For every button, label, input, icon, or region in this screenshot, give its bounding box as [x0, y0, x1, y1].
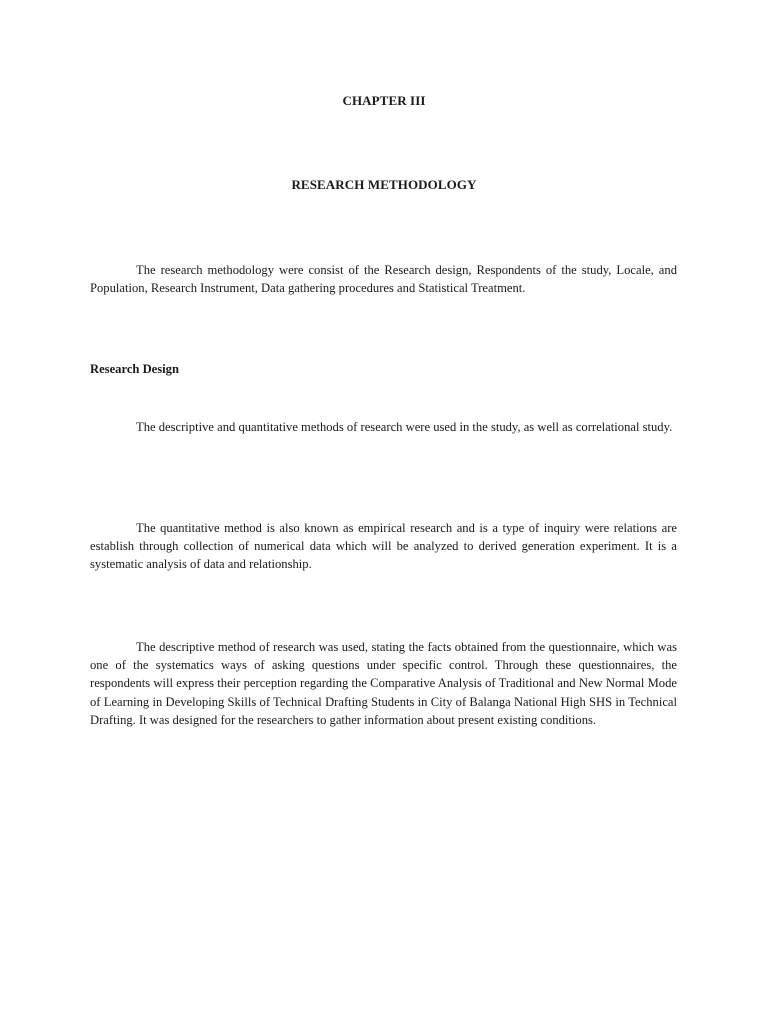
design-paragraph-2: The quantitative method is also known as empirical research and is a type of inquiry were relations are establish through collection of numerical data which will be analyzed to derived generation experiment. It is a systematic analysis of data and relationship.	[90, 521, 677, 572]
design-paragraph-3: The descriptive method of research was used, stating the facts obtained from the questionnaire, which was one of the systematics ways of asking questions under specific control. Through these questionnaires, the respondents will express their perception regarding the Comparative Analysis of Traditional and New Normal Mode of Learning in Developing Skills of Technical Drafting Students in City of Balanga National High SHS in Technical Drafting. It was designed for the researchers to gather information about present existing conditions.	[90, 640, 677, 727]
page-title: RESEARCH METHODOLOGY	[291, 177, 477, 192]
design-paragraph-1: The descriptive and quantitative methods of research were used in the study, as well as correlational study.	[136, 420, 673, 434]
research-design-heading: Research Design	[90, 362, 179, 376]
intro-paragraph: The research methodology were consist of the Research design, Respondents of the study, Locale, and Population, Research Instrument, Data gathering procedures and Statistical Treatment.	[90, 263, 677, 296]
chapter-heading: CHAPTER III	[342, 93, 426, 108]
